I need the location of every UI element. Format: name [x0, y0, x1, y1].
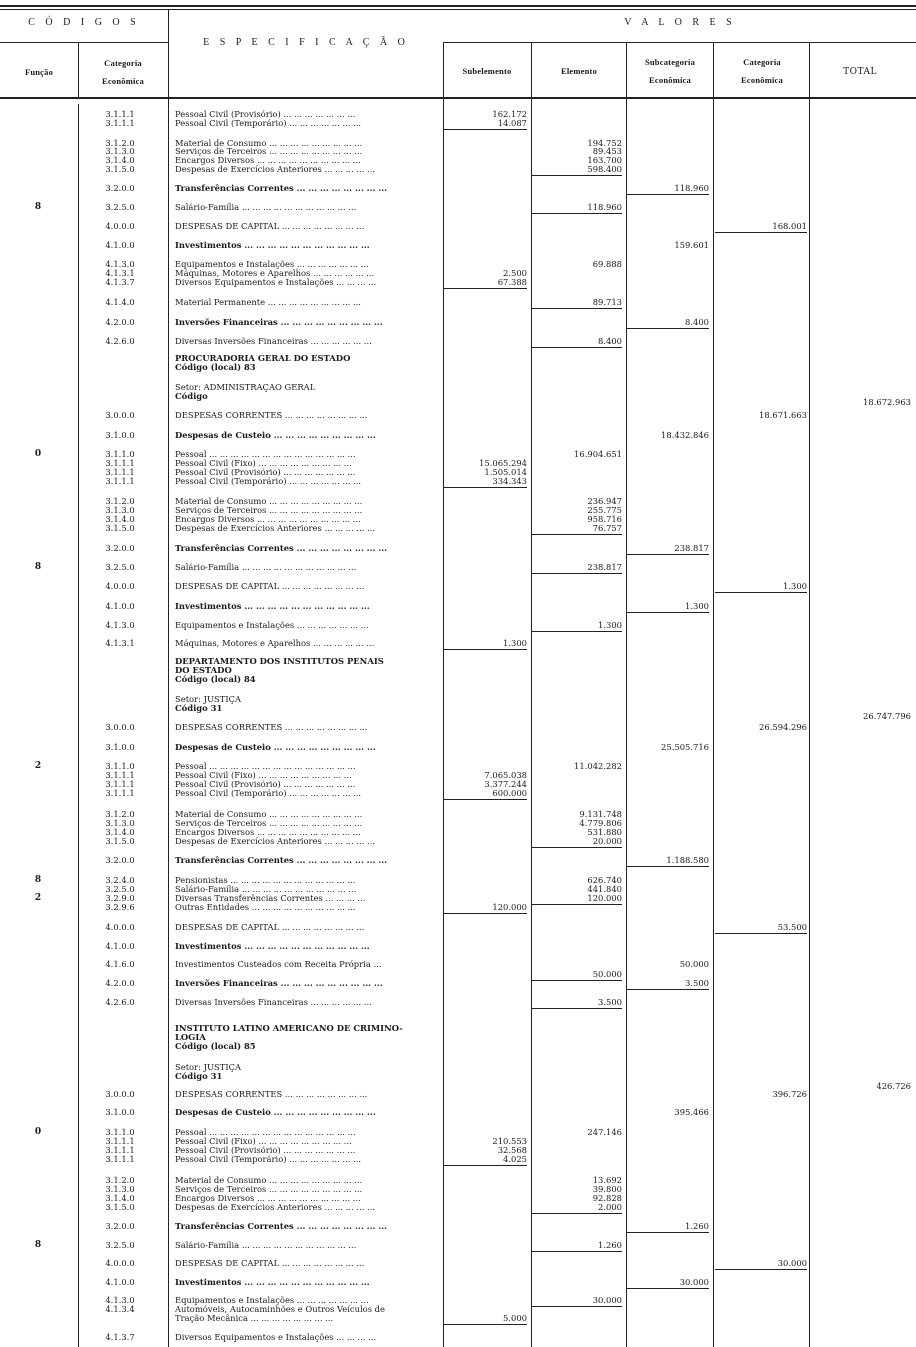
especificacao-cell: DESPESAS DE CAPITAL ... ... ... ... ... ... ... ...	[175, 582, 365, 591]
table-row	[0, 960, 916, 970]
especificacao-cell: Pessoal Civil (Provisório) ... ... ... ... ... ... ...	[175, 110, 356, 119]
subelemento-cell: 15.065.294	[479, 458, 527, 468]
codigo-cell: 4.1.3.0	[105, 259, 135, 269]
table-row	[0, 1314, 916, 1324]
funcao-cell: 8	[34, 562, 42, 572]
codigo-cell: 3.1.2.0	[105, 138, 135, 148]
especificacao-cell: Serviços de Terceiros ... ... ... ... ... ... ... ... ...	[175, 1185, 363, 1194]
table-row	[0, 1222, 916, 1232]
codigo-cell: 3.2.0.0	[105, 1221, 135, 1231]
funcao-cell: 8	[34, 1240, 42, 1250]
elemento-cell: 194.752	[587, 138, 622, 148]
elemento-cell: 69.888	[592, 259, 622, 269]
especificacao-cell: DO ESTADO	[175, 666, 232, 675]
table-row	[0, 1090, 916, 1100]
elemento-cell: 120.000	[532, 894, 622, 905]
especificacao-cell: Investimentos ... ... ... ... ... ... ... ... ... ... ...	[175, 241, 370, 250]
elemento-cell: 11.042.282	[574, 761, 622, 771]
elemento-cell: 76.757	[532, 524, 622, 535]
elemento-cell: 163.700	[587, 155, 622, 165]
especificacao-cell: Serviços de Terceiros ... ... ... ... ... ... ... ... ...	[175, 819, 363, 828]
table-row	[0, 837, 916, 847]
especificacao-cell: Código (local) 85	[175, 1042, 256, 1051]
especificacao-cell: Diversos Equipamentos e Instalações ... ... ... ...	[175, 1333, 377, 1342]
table-row	[0, 398, 916, 408]
codigo-cell: 3.1.2.0	[105, 496, 135, 506]
especificacao-cell: Equipamentos e Instalações ... ... ... ... ... ... ...	[175, 1296, 369, 1305]
funcao-cell: 8	[34, 875, 42, 885]
especificacao-cell: Transferências Correntes ... ... ... ... ... ... ... ...	[175, 544, 388, 553]
table-row	[0, 477, 916, 487]
header-codigos: C Ó D I G O S	[28, 17, 140, 28]
codigo-cell: 3.1.4.0	[105, 827, 135, 837]
codigo-cell: 3.1.1.1	[105, 1154, 135, 1164]
especificacao-cell: DESPESAS CORRENTES ... ... ... ... ... ... ... ...	[175, 723, 368, 732]
subcategoria-cell: 1.260	[627, 1222, 709, 1233]
codigo-cell: 3.1.2.0	[105, 1175, 135, 1185]
especificacao-cell: Pessoal Civil (Provisório) ... ... ... ... ... ... ...	[175, 1146, 356, 1155]
especificacao-cell: Investimentos ... ... ... ... ... ... ... ... ... ... ...	[175, 602, 370, 611]
especificacao-cell: Material de Consumo ... ... ... ... ... ... ... ... ...	[175, 139, 363, 148]
table-row	[0, 743, 916, 753]
codigo-cell: 4.1.0.0	[105, 1277, 135, 1287]
codigo-cell: 3.1.4.0	[105, 155, 135, 165]
codigo-cell: 3.0.0.0	[105, 1089, 135, 1099]
table-row	[0, 524, 916, 534]
elemento-cell: 50.000	[532, 970, 622, 981]
elemento-cell: 247.146	[587, 1127, 622, 1137]
header-total: TOTAL	[843, 67, 877, 77]
especificacao-cell: Despesas de Custeio ... ... ... ... ... ... ... ... ...	[175, 743, 376, 752]
especificacao-cell: INSTITUTO LATINO AMERICANO DE CRIMINO-	[175, 1024, 403, 1033]
subelemento-cell: 162.172	[492, 109, 527, 119]
subelemento-cell: 210.553	[492, 1136, 527, 1146]
elemento-cell: 236.947	[587, 496, 622, 506]
especificacao-cell: Pessoal ... ... ... ... ... ... ... ... ... ... ... ... ... ...	[175, 762, 356, 771]
header-subelemento: Subelemento	[462, 66, 512, 76]
categoria-cell: 168.001	[715, 222, 807, 233]
subcategoria-cell: 3.500	[627, 979, 709, 990]
table-row	[0, 675, 916, 685]
categoria-cell: 396.726	[772, 1089, 807, 1099]
table-row	[0, 789, 916, 799]
codigo-cell: 3.1.1.1	[105, 770, 135, 780]
codigo-cell: 3.2.9.6	[105, 902, 135, 912]
codigo-cell: 4.1.3.0	[105, 620, 135, 630]
table-row	[0, 712, 916, 722]
especificacao-cell: Pessoal Civil (Fixo) ... ... ... ... ... ... ... ... ...	[175, 1137, 352, 1146]
codigo-cell: 3.1.3.0	[105, 146, 135, 156]
codigo-cell: 3.1.1.1	[105, 476, 135, 486]
especificacao-cell: Salário-Família ... ... ... ... ... ... ... ... ... ... ...	[175, 563, 357, 572]
especificacao-cell: Equipamentos e Instalações ... ... ... ... ... ... ...	[175, 621, 369, 630]
especificacao-cell: Material de Consumo ... ... ... ... ... ... ... ... ...	[175, 810, 363, 819]
especificacao-cell: Outras Entidades ... ... ... ... ... ... ... ... ... ...	[175, 903, 356, 912]
table-row	[0, 544, 916, 554]
subcategoria-cell: 238.817	[627, 544, 709, 555]
subelemento-cell: 3.377.244	[484, 779, 527, 789]
codigo-cell: 4.1.4.0	[105, 297, 135, 307]
elemento-cell: 118.960	[532, 203, 622, 214]
codigo-cell: 4.1.3.0	[105, 1295, 135, 1305]
especificacao-cell: Setor: JUSTIÇA	[175, 695, 242, 704]
table-row	[0, 979, 916, 989]
codigo-cell: 3.1.3.0	[105, 1184, 135, 1194]
elemento-cell: 92.828	[592, 1193, 622, 1203]
especificacao-cell: Pessoal Civil (Fixo) ... ... ... ... ... ... ... ... ...	[175, 771, 352, 780]
especificacao-cell: Material de Consumo ... ... ... ... ... ... ... ... ...	[175, 1176, 363, 1185]
especificacao-cell: DESPESAS DE CAPITAL ... ... ... ... ... ... ... ...	[175, 923, 365, 932]
especificacao-cell: Salário-Família ... ... ... ... ... ... ... ... ... ... ...	[175, 203, 357, 212]
elemento-cell: 30.000	[532, 1296, 622, 1307]
especificacao-cell: Inversões Financeiras ... ... ... ... ... ... ... ... ...	[175, 318, 383, 327]
especificacao-cell: Transferências Correntes ... ... ... ... ... ... ... ...	[175, 184, 388, 193]
codigo-cell: 3.1.1.0	[105, 449, 135, 459]
codigo-cell: 4.1.3.7	[105, 1332, 135, 1342]
subcategoria-cell: 118.960	[627, 184, 709, 195]
table-row	[0, 203, 916, 213]
subelemento-cell: 600.000	[444, 789, 527, 800]
table-row	[0, 563, 916, 573]
table-row	[0, 582, 916, 592]
especificacao-cell: Serviços de Terceiros ... ... ... ... ... ... ... ... ...	[175, 147, 363, 156]
subelemento-cell: 32.568	[497, 1145, 527, 1155]
especificacao-cell: Código 31	[175, 1072, 223, 1081]
table-row	[0, 723, 916, 733]
especificacao-cell: Setor: ADMINISTRAÇÃO GERAL	[175, 383, 316, 392]
especificacao-cell: LOGIA	[175, 1033, 206, 1042]
especificacao-cell: DESPESAS DE CAPITAL ... ... ... ... ... ... ... ...	[175, 1259, 365, 1268]
categoria-cell: 30.000	[715, 1259, 807, 1270]
codigo-cell: 3.1.1.1	[105, 458, 135, 468]
header-categoria-v-2: Econômica	[741, 75, 783, 85]
especificacao-cell: Pessoal Civil (Temporário) ... ... ... ... ... ... ...	[175, 1155, 362, 1164]
codigo-cell: 4.0.0.0	[105, 221, 135, 231]
especificacao-cell: Encargos Diversos ... ... ... ... ... ... ... ... ... ...	[175, 156, 361, 165]
especificacao-cell: Material Permanente ... ... ... ... ... ... ... ... ...	[175, 298, 361, 307]
table-row	[0, 1108, 916, 1118]
codigo-cell: 3.2.5.0	[105, 202, 135, 212]
elemento-cell: 2.000	[532, 1203, 622, 1214]
categoria-cell: 1.300	[715, 582, 807, 593]
elemento-cell: 89.453	[592, 146, 622, 156]
header-bottom-rule	[0, 97, 916, 99]
funcao-cell: 2	[34, 761, 42, 771]
table-row	[0, 363, 916, 373]
codigo-cell: 3.1.4.0	[105, 514, 135, 524]
subelemento-cell: 1.505.014	[484, 467, 527, 477]
especificacao-cell: Pessoal ... ... ... ... ... ... ... ... ... ... ... ... ... ...	[175, 1128, 356, 1137]
table-row	[0, 1072, 916, 1082]
categoria-cell: 53.500	[715, 923, 807, 934]
especificacao-cell: Equipamentos e Instalações ... ... ... ... ... ... ...	[175, 260, 369, 269]
codigo-cell: 4.1.3.1	[105, 268, 135, 278]
codigo-cell: 3.1.1.1	[105, 467, 135, 477]
elemento-cell: 89.713	[532, 298, 622, 309]
table-row	[0, 602, 916, 612]
especificacao-cell: Despesas de Custeio ... ... ... ... ... ... ... ... ...	[175, 1108, 376, 1117]
categoria-cell: 18.671.663	[759, 410, 807, 420]
especificacao-cell: Máquinas, Motores e Aparelhos ... ... ... ... ... ...	[175, 269, 375, 278]
table-row	[0, 856, 916, 866]
codigo-cell: 3.1.5.0	[105, 1202, 135, 1212]
subelemento-cell: 334.343	[444, 477, 527, 488]
especificacao-cell: Pessoal Civil (Provisório) ... ... ... ... ... ... ...	[175, 780, 356, 789]
codigo-cell: 4.1.3.1	[105, 638, 135, 648]
elemento-cell: 20.000	[532, 837, 622, 848]
especificacao-cell: Encargos Diversos ... ... ... ... ... ... ... ... ... ...	[175, 1194, 361, 1203]
codigo-cell: 3.1.1.1	[105, 779, 135, 789]
codigo-cell: 4.2.0.0	[105, 317, 135, 327]
elemento-cell: 8.400	[532, 337, 622, 348]
elemento-cell: 238.817	[532, 563, 622, 574]
elemento-cell: 626.740	[587, 875, 622, 885]
codigo-cell: 3.1.1.1	[105, 1136, 135, 1146]
codigo-cell: 3.1.3.0	[105, 505, 135, 515]
especificacao-cell: Encargos Diversos ... ... ... ... ... ... ... ... ... ...	[175, 515, 361, 524]
elemento-cell: 13.692	[592, 1175, 622, 1185]
especificacao-cell: Material de Consumo ... ... ... ... ... ... ... ... ...	[175, 497, 363, 506]
codigo-cell: 4.1.3.7	[105, 277, 135, 287]
subcategoria-cell: 25.505.716	[661, 742, 709, 752]
especificacao-cell: PROCURADORIA GERAL DO ESTADO	[175, 354, 351, 363]
codigo-cell: 3.0.0.0	[105, 722, 135, 732]
especificacao-cell: DESPESAS CORRENTES ... ... ... ... ... ... ... ...	[175, 1090, 368, 1099]
total-cell: 426.726	[876, 1081, 911, 1091]
table-row	[0, 431, 916, 441]
especificacao-cell: Pessoal Civil (Provisório) ... ... ... ... ... ... ...	[175, 468, 356, 477]
codigo-cell: 4.0.0.0	[105, 581, 135, 591]
especificacao-cell: DEPARTAMENTO DOS INSTITUTOS PENAIS	[175, 657, 384, 666]
subcategoria-cell: 1.188.580	[627, 856, 709, 867]
especificacao-cell: Diversas Inversões Financeiras ... ... ... ... ... ...	[175, 998, 372, 1007]
especificacao-cell: Automóveis, Autocaminhões e Outros Veículos de	[175, 1305, 385, 1314]
especificacao-cell: DESPESAS CORRENTES ... ... ... ... ... ... ... ...	[175, 411, 368, 420]
codigo-cell: 3.1.1.0	[105, 761, 135, 771]
especificacao-cell: Despesas de Exercícios Anteriores ... ... ... ... ...	[175, 837, 376, 846]
codigo-cell: 4.1.3.4	[105, 1304, 135, 1314]
vline-funcao	[78, 42, 79, 98]
elemento-cell: 531.880	[587, 827, 622, 837]
codigo-cell: 4.0.0.0	[105, 1258, 135, 1268]
codigo-cell: 3.1.1.1	[105, 109, 135, 119]
especificacao-cell: Despesas de Custeio ... ... ... ... ... ... ... ... ...	[175, 431, 376, 440]
codigo-cell: 4.1.0.0	[105, 941, 135, 951]
codigo-cell: 3.2.9.0	[105, 893, 135, 903]
table-row	[0, 923, 916, 933]
codigo-cell: 4.0.0.0	[105, 922, 135, 932]
table-row	[0, 621, 916, 631]
especificacao-cell: Pessoal Civil (Temporário) ... ... ... ... ... ... ...	[175, 789, 362, 798]
elemento-cell: 1.260	[532, 1241, 622, 1252]
subcategoria-cell: 8.400	[627, 318, 709, 329]
elemento-cell: 255.775	[587, 505, 622, 515]
funcao-cell: 2	[34, 893, 42, 903]
especificacao-cell: Despesas de Exercícios Anteriores ... ... ... ... ...	[175, 524, 376, 533]
especificacao-cell: Pessoal Civil (Fixo) ... ... ... ... ... ... ... ... ...	[175, 459, 352, 468]
table-row	[0, 318, 916, 328]
table-row	[0, 119, 916, 129]
total-cell: 26.747.796	[863, 711, 911, 721]
table-row	[0, 1259, 916, 1269]
header-categoria-v-1: Categoria	[743, 57, 781, 67]
table-row	[0, 1333, 916, 1343]
total-cell: 18.672.963	[863, 397, 911, 407]
codigo-cell: 3.1.5.0	[105, 836, 135, 846]
subcategoria-cell: 1.300	[627, 602, 709, 613]
codigo-cell: 3.2.0.0	[105, 855, 135, 865]
especificacao-cell: Código 31	[175, 704, 223, 713]
header-elemento: Elemento	[560, 66, 598, 76]
codigo-cell: 3.2.5.0	[105, 562, 135, 572]
subelemento-cell: 2.500	[503, 268, 527, 278]
funcao-cell: 0	[34, 1127, 42, 1137]
subelemento-cell: 120.000	[444, 903, 527, 914]
subcategoria-cell: 50.000	[679, 959, 709, 969]
subelemento-cell: 14.087	[444, 119, 527, 130]
table-row	[0, 165, 916, 175]
table-row	[0, 1278, 916, 1288]
table-row	[0, 337, 916, 347]
especificacao-cell: Despesas de Exercícios Anteriores ... ... ... ... ...	[175, 165, 376, 174]
elemento-cell: 39.800	[592, 1184, 622, 1194]
codigo-cell: 3.2.5.0	[105, 884, 135, 894]
categoria-cell: 26.594.296	[759, 722, 807, 732]
table-row	[0, 903, 916, 913]
codigo-cell: 4.2.6.0	[105, 336, 135, 346]
especificacao-cell: Código (local) 83	[175, 363, 256, 372]
especificacao-cell: Máquinas, Motores e Aparelhos ... ... ... ... ... ...	[175, 639, 375, 648]
especificacao-cell: Código	[175, 392, 208, 401]
codigo-cell: 4.1.6.0	[105, 959, 135, 969]
top-rule-thin	[0, 9, 916, 10]
codigo-cell: 3.1.0.0	[105, 1107, 135, 1117]
table-row	[0, 241, 916, 251]
especificacao-cell: Pensionistas ... ... ... ... ... ... ... ... ... ... ... ...	[175, 876, 356, 885]
especificacao-cell: Salário-Família ... ... ... ... ... ... ... ... ... ... ...	[175, 885, 357, 894]
especificacao-cell: Transferências Correntes ... ... ... ... ... ... ... ...	[175, 1222, 388, 1231]
especificacao-cell: Setor: JUSTIÇA	[175, 1063, 242, 1072]
subelemento-cell: 67.388	[444, 278, 527, 289]
elemento-cell: 16.904.651	[574, 449, 622, 459]
table-row	[0, 411, 916, 421]
table-row	[0, 184, 916, 194]
top-rule	[0, 5, 916, 7]
rule-valores	[444, 42, 916, 43]
header-valores: V A L O R E S	[624, 17, 736, 28]
codigo-cell: 3.1.1.1	[105, 118, 135, 128]
subcategoria-cell: 395.466	[674, 1107, 709, 1117]
codigo-cell: 3.2.5.0	[105, 1240, 135, 1250]
codigo-cell: 4.2.6.0	[105, 997, 135, 1007]
especificacao-cell: Serviços de Terceiros ... ... ... ... ... ... ... ... ...	[175, 506, 363, 515]
codigo-cell: 3.1.5.0	[105, 164, 135, 174]
codigo-cell: 3.1.0.0	[105, 742, 135, 752]
codigo-cell: 4.1.0.0	[105, 240, 135, 250]
codigo-cell: 3.1.1.0	[105, 1127, 135, 1137]
especificacao-cell: Código (local) 84	[175, 675, 256, 684]
codigo-cell: 4.1.0.0	[105, 601, 135, 611]
table-row	[0, 278, 916, 288]
funcao-cell: 0	[34, 449, 42, 459]
elemento-cell: 598.400	[532, 165, 622, 176]
codigo-cell: 3.0.0.0	[105, 410, 135, 420]
especificacao-cell: Diversas Transferências Correntes ... ... ... ...	[175, 894, 366, 903]
codigo-cell: 3.1.3.0	[105, 818, 135, 828]
especificacao-cell: Investimentos Custeados com Receita Própria ...	[175, 960, 382, 969]
codigo-cell: 3.1.4.0	[105, 1193, 135, 1203]
funcao-cell: 8	[34, 202, 42, 212]
table-row	[0, 222, 916, 232]
elemento-cell: 9.131.748	[579, 809, 622, 819]
codigo-cell: 3.1.0.0	[105, 430, 135, 440]
table-row	[0, 942, 916, 952]
table-row	[0, 1042, 916, 1052]
codigo-cell: 4.2.0.0	[105, 978, 135, 988]
especificacao-cell: Encargos Diversos ... ... ... ... ... ... ... ... ... ...	[175, 828, 361, 837]
header-categoria-2: Econômica	[102, 76, 144, 86]
especificacao-cell: Transferências Correntes ... ... ... ... ... ... ... ...	[175, 856, 388, 865]
table-row	[0, 298, 916, 308]
elemento-cell: 441.840	[587, 884, 622, 894]
subcategoria-cell: 18.432.846	[661, 430, 709, 440]
header-funcao: Função	[24, 67, 54, 77]
table-row	[0, 1241, 916, 1251]
especificacao-cell: Salário-Família ... ... ... ... ... ... ... ... ... ... ...	[175, 1241, 357, 1250]
subelemento-cell: 4.025	[444, 1155, 527, 1166]
especificacao-cell: Diversas Inversões Financeiras ... ... ... ... ... ...	[175, 337, 372, 346]
especificacao-cell: Diversos Equipamentos e Instalações ... ... ... ...	[175, 278, 377, 287]
elemento-cell: 3.500	[532, 998, 622, 1009]
table-row	[0, 639, 916, 649]
especificacao-cell: Investimentos ... ... ... ... ... ... ... ... ... ... ...	[175, 1278, 370, 1287]
header-subcategoria-1: Subcategoria	[644, 57, 696, 67]
especificacao-cell: Pessoal Civil (Temporário) ... ... ... ... ... ... ...	[175, 477, 362, 486]
especificacao-cell: Inversões Financeiras ... ... ... ... ... ... ... ... ...	[175, 979, 383, 988]
especificacao-cell: Despesas de Exercícios Anteriores ... ... ... ... ...	[175, 1203, 376, 1212]
elemento-cell: 958.716	[587, 514, 622, 524]
subcategoria-cell: 159.601	[674, 240, 709, 250]
especificacao-cell: Pessoal Civil (Temporário) ... ... ... ... ... ... ...	[175, 119, 362, 128]
subcategoria-cell: 30.000	[627, 1278, 709, 1289]
subelemento-cell: 1.300	[444, 639, 527, 650]
elemento-cell: 1.300	[532, 621, 622, 632]
especificacao-cell: Tração Mecânica ... ... ... ... ... ... ... ...	[175, 1314, 334, 1323]
header-especificacao: E S P E C I F I C A Ç Ã O	[203, 37, 409, 48]
subelemento-cell: 7.065.038	[484, 770, 527, 780]
rule-codigos	[0, 42, 168, 43]
header-subcategoria-2: Econômica	[649, 75, 691, 85]
table-row	[0, 1155, 916, 1165]
codigo-cell: 3.1.2.0	[105, 809, 135, 819]
codigo-cell: 3.1.1.1	[105, 788, 135, 798]
especificacao-cell: Pessoal ... ... ... ... ... ... ... ... ... ... ... ... ... ...	[175, 450, 356, 459]
codigo-cell: 3.1.1.1	[105, 1145, 135, 1155]
codigo-cell: 3.1.5.0	[105, 523, 135, 533]
subelemento-cell: 5.000	[444, 1314, 527, 1325]
codigo-cell: 3.2.0.0	[105, 183, 135, 193]
codigo-cell: 3.2.4.0	[105, 875, 135, 885]
table-row	[0, 1203, 916, 1213]
especificacao-cell: Investimentos ... ... ... ... ... ... ... ... ... ... ...	[175, 942, 370, 951]
table-row	[0, 998, 916, 1008]
elemento-cell: 4.779.806	[579, 818, 622, 828]
header-categoria-1: Categoria	[104, 58, 142, 68]
codigo-cell: 3.2.0.0	[105, 543, 135, 553]
especificacao-cell: DESPESAS DE CAPITAL ... ... ... ... ... ... ... ...	[175, 222, 365, 231]
